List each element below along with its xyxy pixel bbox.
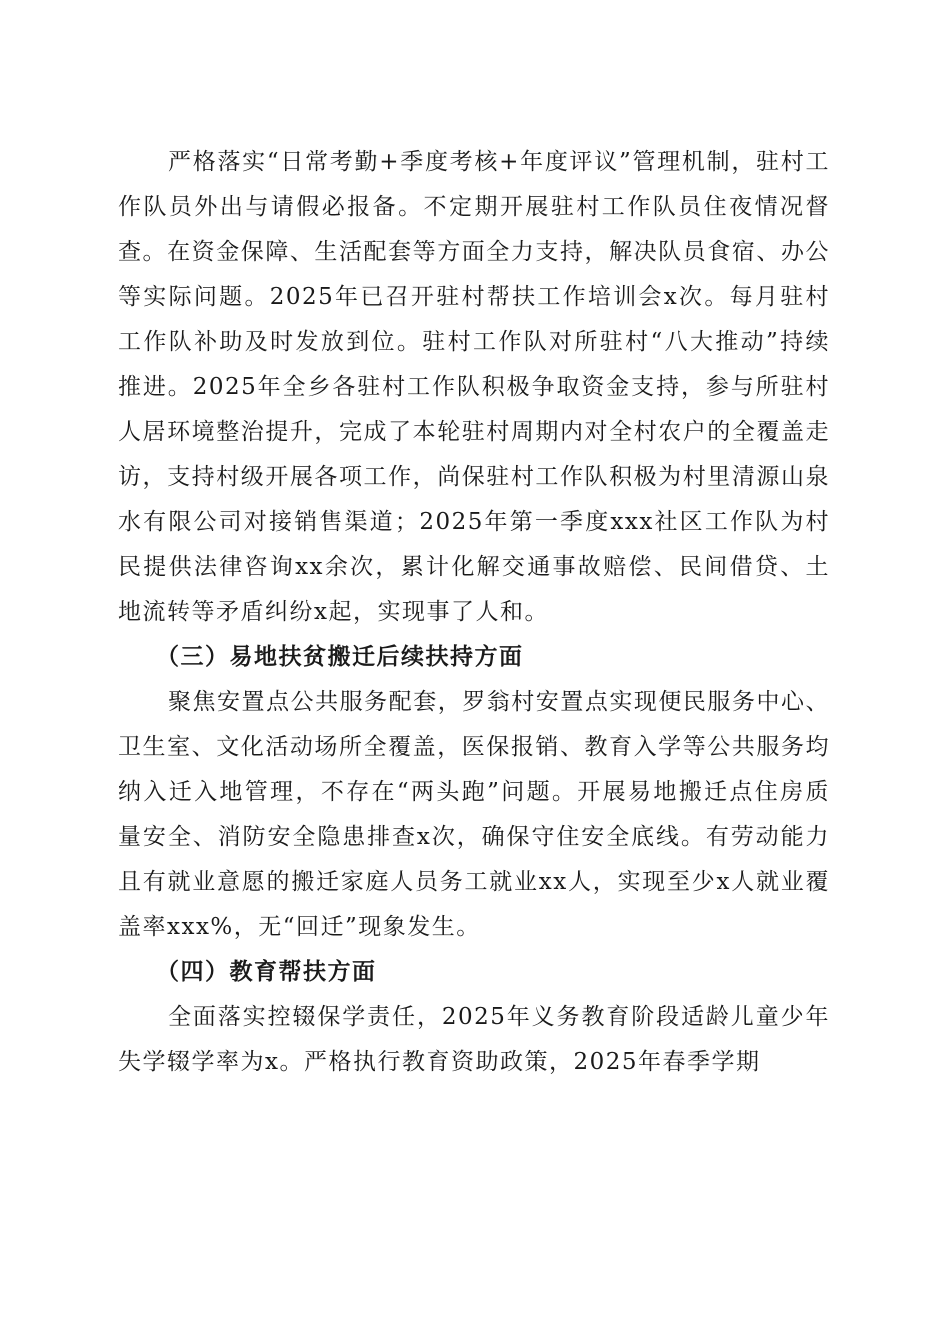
paragraph-education-support: 全面落实控辍保学责任，2025年义务教育阶段适龄儿童少年失学辍学率为x。严格执行教育资助政策，2025年春季学期 (118, 1004, 830, 1075)
paragraph-village-team-management: 严格落实“日常考勤+季度考核+年度评议”管理机制，驻村工作队员外出与请假必报备。不定期开展驻村工作队员住夜情况督查。在资金保障、生活配套等方面全力支持，解决队员食宿、办公等实际问题。2025年已召开驻村帮扶工作培训会x次。每月驻村工作队补助及时发放到位。驻村工作队对所驻村“八大推动”持续推进。2025年全乡各驻村工作队积极争取资金支持，参与所驻村人居环境整治提升，完成了本轮驻村周期内对全村农户的全覆盖走访，支持村级开展各项工作，尚保驻村工作队积极为村里清源山泉水有限公司对接销售渠道；2025年第一季度xxx社区工作队为村民提供法律咨询xx余次，累计化解交通事故赔偿、民间借贷、土地流转等矛盾纠纷x起，实现事了人和。 (118, 149, 830, 625)
paragraph-relocation-support: 聚焦安置点公共服务配套，罗翁村安置点实现便民服务中心、卫生室、文化活动场所全覆盖，医保报销、教育入学等公共服务均纳入迁入地管理，不存在“两头跑”问题。开展易地搬迁点住房质量安全、消防安全隐患排查x次，确保守住安全底线。有劳动能力且有就业意愿的搬迁家庭人员务工就业xx人，实现至少x人就业覆盖率xxx%，无“回迁”现象发生。 (118, 689, 830, 940)
section-heading-relocation-support: （三）易地扶贫搬迁后续扶持方面 (156, 644, 524, 670)
section-heading-education-support: （四）教育帮扶方面 (156, 959, 377, 985)
document-body (118, 140, 830, 1085)
